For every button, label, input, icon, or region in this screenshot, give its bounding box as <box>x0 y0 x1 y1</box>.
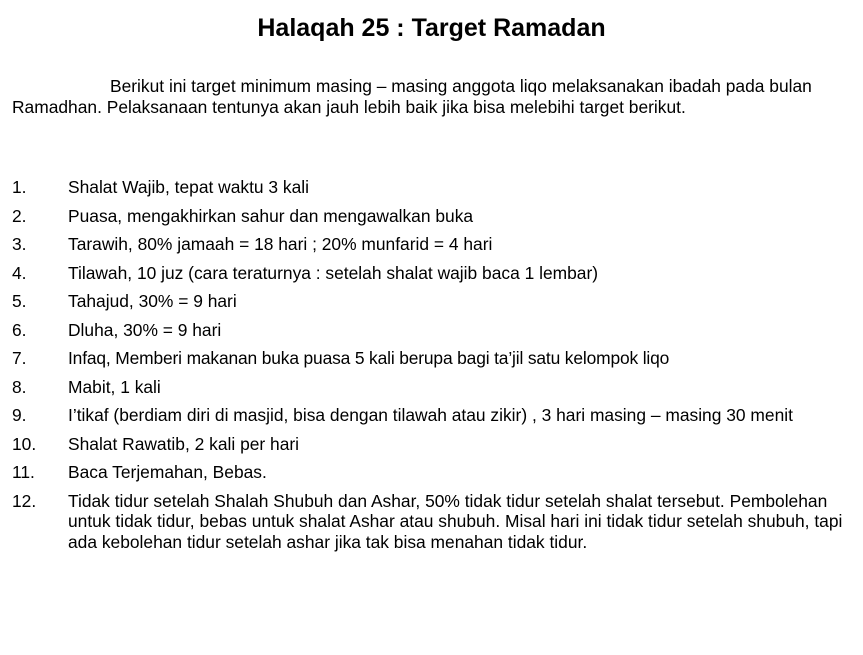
target-list <box>12 177 854 560</box>
list-item-number: 9. <box>12 405 27 425</box>
list-item-number: 6. <box>12 319 27 340</box>
list-item-number: 12. <box>12 490 37 511</box>
list-item-text: Tidak tidur setelah Shalah Shubuh dan Ashar, 50% tidak tidur setelah shalat tersebut. Pembolehan untuk tidak tidur, bebas untuk shalat Ashar atau shubuh. Misal hari ini tidak tidur setelah shubuh, tapi ada kebolehan tidur setelah ashar jika tak bisa menahan tidak tidur. <box>68 490 843 552</box>
list-item-text: Dluha, 30% = 9 hari <box>68 319 222 340</box>
list-item <box>12 234 854 255</box>
list-item-text: Tilawah, 10 juz (cara teraturnya : setelah shalat wajib baca 1 lembar) <box>68 262 599 283</box>
list-item-number: 8. <box>12 376 27 397</box>
list-item <box>12 291 854 312</box>
list-item <box>12 405 854 426</box>
list-item-text: Baca Terjemahan, Bebas. <box>68 462 267 482</box>
list-item-text: Shalat Rawatib, 2 kali per hari <box>68 433 300 454</box>
list-item <box>12 320 854 341</box>
list-item <box>12 491 854 553</box>
list-item-text: Tarawih, 80% jamaah = 18 hari ; 20% munfarid = 4 hari <box>68 234 493 254</box>
list-item-number: 4. <box>12 262 27 283</box>
list-item <box>12 434 854 455</box>
list-item-text: Shalat Wajib, tepat waktu 3 kali <box>68 177 310 197</box>
list-item-text: Mabit, 1 kali <box>68 376 161 397</box>
list-item-number: 11. <box>12 462 35 482</box>
list-item <box>12 206 854 227</box>
list-item-text: I’tikaf (berdiam diri di masjid, bisa dengan tilawah atau zikir) , 3 hari masing – masing 30 menit <box>68 405 793 425</box>
list-item-number: 5. <box>12 291 27 311</box>
list-item-number: 7. <box>12 348 27 368</box>
intro-paragraph <box>12 76 850 118</box>
list-item-text: Puasa, mengakhirkan sahur dan mengawalkan buka <box>68 205 474 226</box>
list-item-text: Tahajud, 30% = 9 hari <box>68 291 237 311</box>
list-item-number: 1. <box>12 177 27 197</box>
list-item-number: 10. <box>12 433 37 454</box>
list-item <box>12 263 854 284</box>
list-item <box>12 348 854 369</box>
list-item <box>12 377 854 398</box>
list-item-number: 3. <box>12 234 27 254</box>
list-item-text: Infaq, Memberi makanan buka puasa 5 kali berupa bagi ta’jil satu kelompok liqo <box>68 348 670 368</box>
slide-title: Halaqah 25 : Target Ramadan <box>257 14 606 42</box>
list-item <box>12 177 854 198</box>
list-item <box>12 462 854 483</box>
intro-text: Berikut ini target minimum masing – masing anggota liqo melaksanakan ibadah pada bulan Ramadhan. Pelaksanaan tentunya akan jauh lebih baik jika bisa melebihi target berikut. <box>12 76 812 117</box>
list-item-number: 2. <box>12 205 27 226</box>
